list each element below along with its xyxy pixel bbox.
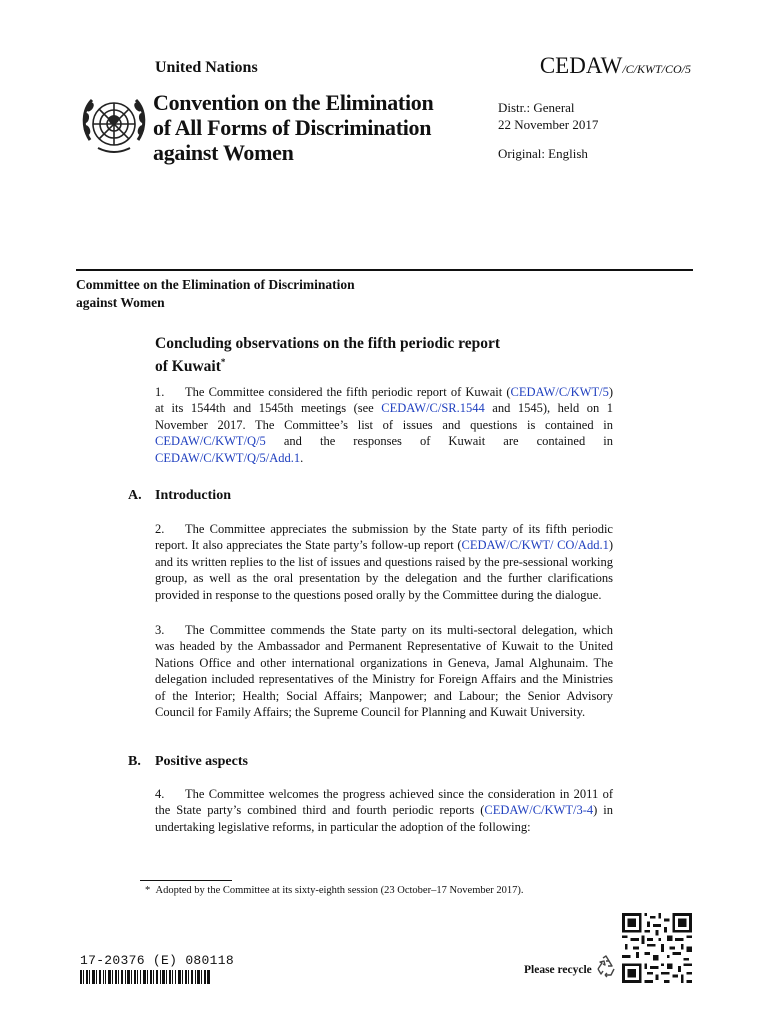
document-title-line: Concluding observations on the fifth periodic report [155,335,501,352]
convention-title-line: Convention on the Elimination [153,90,434,115]
document-link[interactable]: CEDAW/C/KWT/ CO/Add.1 [461,538,609,553]
paragraph-text: and 1545), held on 1 November 2017. The Committee’s list of issues and questions is contained in [155,401,614,432]
footnote [145,885,524,896]
paragraph-text: The Committee welcomes the progress achieved since the consideration in 2011 of the State party’s combined third and fourth periodic reports ( [155,787,613,818]
section-letter: B. [128,754,141,769]
document-title [155,334,575,376]
paragraph-text: The Committee commends the State party on its multi-sectoral delegation, which was headed by the Ambassador and Permanent Representative of Kuwait to the United Nations Office and other international organizations in Geneva, Jamal Alghunaim. The delegation included representatives of the Ministry for Foreign Affairs and the Ministries of the Interior; Health; Social Affairs; Manpower; and Labour; the Senior Advisory Council for Family Affairs; the Supreme Council for Planning and Kuwait University. [155,623,613,720]
barcode-icon [80,970,210,984]
footnote-marker: * [145,885,151,896]
committee-name-line: against Women [76,295,165,310]
issue-date: 22 November 2017 [498,117,599,132]
section-letter: A. [128,488,142,503]
convention-title [153,90,483,165]
document-symbol-suffix: /C/KWT/CO/5 [622,62,691,76]
section-heading-introduction [128,488,231,504]
section-title: Introduction [155,488,231,503]
paragraph-1 [155,384,613,466]
paragraph-2 [155,521,613,603]
document-link[interactable]: CEDAW/C/SR.1544 [381,401,485,416]
paragraph-3 [155,622,613,720]
committee-name-line: Committee on the Elimination of Discrimination [76,277,355,292]
document-symbol-main: CEDAW [539,53,623,78]
paragraph-4 [155,786,613,835]
recycle-label: Please recycle [524,964,592,976]
job-number: 17-20376 (E) 080118 [80,953,234,968]
footnote-marker: * [220,357,226,367]
document-link[interactable]: CEDAW/C/KWT/Q/5 [155,434,266,449]
paragraph-text: The Committee appreciates the submission by the State party of its fifth periodic report. It also appreciates the State party’s follow-up report ( [155,522,613,553]
document-link[interactable]: CEDAW/C/KWT/Q/5/Add.1 [155,450,301,465]
document-title-line: of Kuwait [155,358,221,376]
organization-name: United Nations [155,59,258,76]
distribution-block [498,99,598,133]
un-emblem-icon [78,90,150,162]
paragraph-number: 3. [155,623,165,637]
section-heading-positive-aspects [128,754,248,770]
paragraph-number: 4. [155,787,165,801]
paragraph-text: and the responses of Kuwait are contained in [265,434,613,449]
document-symbol [491,53,691,79]
paragraph-text: ) and its written replies to the list of issues and questions raised by the pre-sessional working group, as well as the oral presentation by the delegation and the further clarifications provided in response to the questions posed orally by the Committee during the dialogue. [155,538,613,602]
original-language: Original: English [498,146,588,161]
paragraph-number: 2. [155,522,165,536]
convention-title-line: against Women [153,140,294,165]
document-link[interactable]: CEDAW/C/KWT/5 [510,385,609,399]
footnote-divider [140,880,232,881]
distribution-label: Distr.: General [498,100,575,115]
paragraph-text: The Committee considered the fifth periodic report of Kuwait ( [185,385,511,399]
header-divider [76,269,693,271]
recycle-icon [594,954,618,978]
footnote-text: Adopted by the Committee at its sixty-eighth session (23 October–17 November 2017). [155,885,524,896]
qr-code-icon [622,913,692,983]
committee-name [76,276,436,312]
convention-title-line: of All Forms of Discrimination [153,115,432,140]
paragraph-text: ) in undertaking legislative reforms, in particular the adoption of the following: [155,803,613,834]
paragraph-text: ) at its 1544th and 1545th meetings (see [155,385,613,416]
paragraph-text: . [300,450,304,465]
paragraph-number: 1. [155,385,165,399]
document-link[interactable]: CEDAW/C/KWT/3-4 [484,803,594,818]
section-title: Positive aspects [155,754,248,769]
